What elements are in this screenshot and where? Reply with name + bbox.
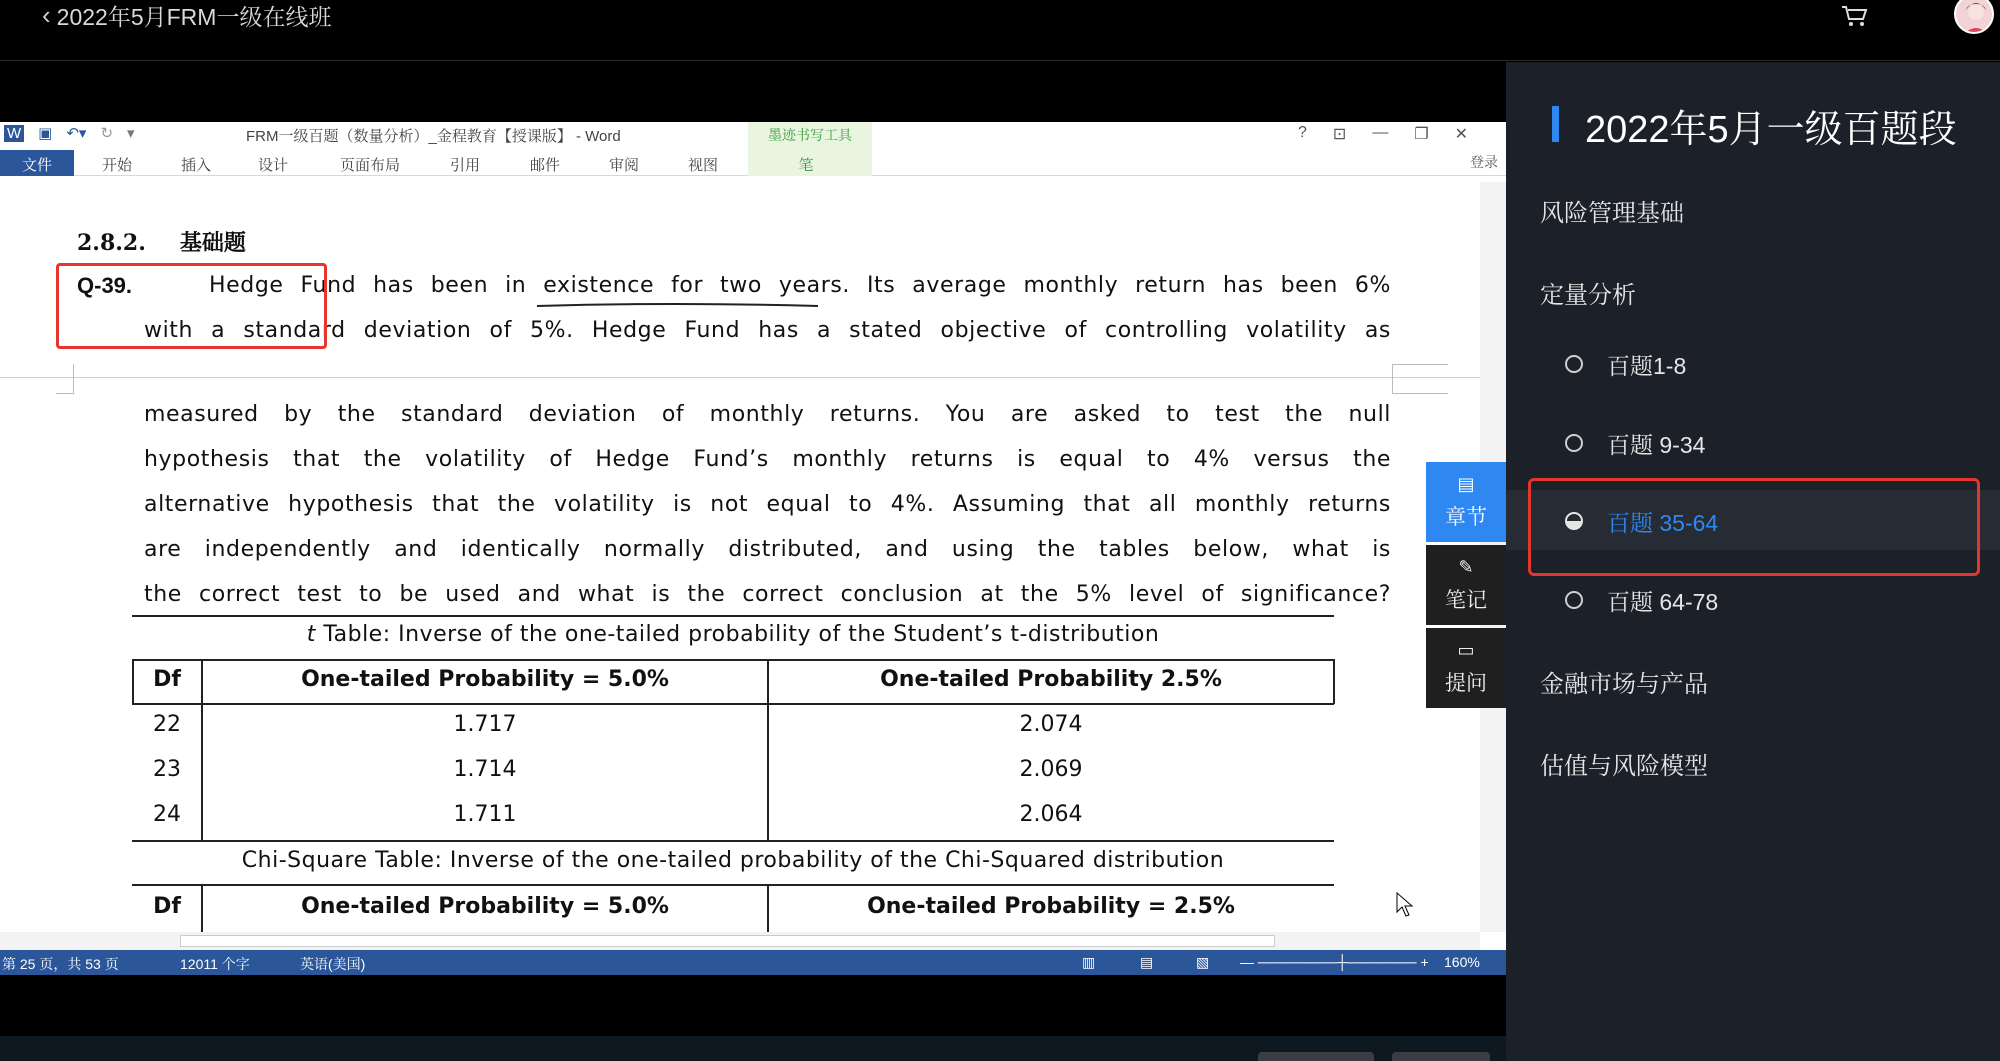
category-risk-foundations[interactable]: 风险管理基础 — [1540, 200, 1684, 227]
table-rule — [132, 659, 1334, 661]
avatar[interactable] — [1954, 0, 1994, 34]
ink-tools-label: 墨迹书写工具 — [768, 127, 852, 143]
web-layout-icon[interactable]: ▧ — [1196, 954, 1210, 970]
title-accent — [1552, 106, 1559, 142]
chi-table-caption: Chi-Square Table: Inverse of the one-tailed probability of the Chi-Squared distribution — [241, 848, 1225, 873]
tab-pen[interactable]: 笔 — [798, 157, 814, 174]
chapter-label: 章节 — [1445, 505, 1487, 529]
question-line-6: are independently and identically normally distributed, and using the tables below, what is — [144, 537, 1391, 562]
tab-file[interactable]: 文件 — [0, 150, 74, 176]
read-mode-icon[interactable]: ▥ — [1082, 954, 1096, 970]
annotation-box — [1528, 478, 1980, 576]
bottom-control[interactable] — [1392, 1052, 1490, 1061]
video-player[interactable] — [0, 62, 1506, 1061]
zoom-slider[interactable]: — ────────┼─────── + — [1240, 954, 1429, 970]
document-title: FRM一级百题（数量分析）_金程教育【授课版】 - Word — [246, 128, 621, 145]
page-corner-left — [56, 364, 74, 394]
tab-view[interactable]: 视图 — [687, 157, 718, 174]
close-button[interactable]: ✕ — [1454, 126, 1469, 143]
top-bar — [0, 0, 2000, 61]
question-line-1: Hedge Fund has been in existence for two years. Its average monthly return has been 6% — [209, 273, 1391, 298]
save-icon[interactable]: ▣ — [38, 125, 53, 142]
print-layout-icon[interactable]: ▤ — [1140, 954, 1154, 970]
document-icon: ▤ — [1457, 473, 1475, 494]
chat-icon: ▭ — [1457, 639, 1475, 660]
lesson-label: 百题1-8 — [1607, 353, 1687, 379]
notes-button[interactable] — [1426, 545, 1506, 625]
t-header-5pct: One-tailed Probability = 5.0% — [301, 667, 669, 692]
sidebar-title: 2022年5月一级百题段 — [1585, 109, 1957, 151]
tab-design[interactable]: 设计 — [257, 157, 288, 174]
lesson-item[interactable] — [1506, 569, 2000, 629]
table-rule — [132, 615, 1334, 617]
status-page[interactable]: 第 25 页，共 53 页 — [2, 956, 119, 972]
chi-header-df: Df — [153, 894, 181, 919]
question-line-5: alternative hypothesis that the volatility is not equal to 4%. Assuming that all monthly returns — [144, 492, 1391, 517]
horizontal-scrollbar[interactable] — [0, 932, 1480, 950]
tab-home[interactable]: 开始 — [101, 157, 132, 174]
bottom-control[interactable] — [1258, 1052, 1374, 1061]
quick-access-toolbar — [0, 122, 135, 144]
tab-references[interactable]: 引用 — [449, 157, 480, 174]
chevron-left-icon: ‹ — [42, 0, 51, 30]
question-line-3: measured by the standard deviation of monthly returns. You are asked to test the null — [144, 402, 1391, 427]
word-ribbon — [0, 122, 1506, 176]
ask-button[interactable] — [1426, 628, 1506, 708]
chi-header-2-5pct: One-tailed Probability = 2.5% — [867, 894, 1235, 919]
t-header-2-5pct: One-tailed Probability 2.5% — [880, 667, 1222, 692]
table-rule — [132, 840, 1334, 842]
course-title: 2022年5月FRM一级在线班 — [56, 3, 332, 30]
section-number: 2.8.2. — [77, 230, 146, 256]
progress-empty-icon — [1565, 591, 1583, 609]
scroll-thumb[interactable] — [180, 935, 1275, 947]
table-cell: 24 — [153, 802, 181, 827]
page-corner-right — [1392, 364, 1448, 394]
restore-button[interactable]: ❐ — [1414, 126, 1429, 143]
cart-icon[interactable] — [1840, 4, 1870, 28]
question-line-7: the correct test to be used and what is the correct conclusion at the 5% level of significance? — [144, 582, 1391, 607]
t-table-caption: t Table: Inverse of the one-tailed probability of the Student’s t-distribution — [306, 622, 1160, 647]
tab-review[interactable]: 审阅 — [608, 157, 639, 174]
lesson-item[interactable] — [1506, 333, 2000, 393]
table-rule — [132, 703, 1334, 705]
table-cell: 1.717 — [453, 712, 517, 737]
category-valuation-risk[interactable]: 估值与风险模型 — [1540, 753, 1708, 780]
word-logo-icon: W — [4, 125, 24, 142]
help-button[interactable]: ? — [1298, 124, 1307, 141]
progress-empty-icon — [1565, 355, 1583, 373]
ink-underline — [535, 300, 820, 310]
lesson-label: 百题 9-34 — [1607, 432, 1706, 458]
question-line-2: with a standard deviation of 5%. Hedge Fund has a stated objective of controlling volatility as — [144, 318, 1391, 343]
notes-label: 笔记 — [1445, 588, 1487, 612]
document-page — [0, 176, 1480, 936]
status-words[interactable]: 12011 个字 — [180, 956, 250, 972]
question-id: Q-39. — [77, 273, 133, 298]
table-cell: 2.064 — [1019, 802, 1083, 827]
lesson-label: 百题 64-78 — [1607, 589, 1719, 615]
status-bar — [0, 950, 1506, 975]
play-button[interactable] — [74, 840, 106, 882]
lesson-item[interactable] — [1506, 412, 2000, 472]
t-header-df: Df — [153, 667, 181, 692]
mouse-cursor — [1396, 892, 1414, 918]
window-controls — [1298, 124, 1468, 144]
minimize-button[interactable]: — — [1372, 124, 1389, 141]
tab-mailings[interactable]: 邮件 — [529, 157, 560, 174]
lesson-label: 百题 35-64 — [1607, 510, 1719, 536]
ask-label: 提问 — [1445, 671, 1487, 695]
table-cell: 1.711 — [453, 802, 517, 827]
login-link[interactable]: 登录 — [1470, 154, 1498, 170]
tab-insert[interactable]: 插入 — [180, 157, 211, 174]
pen-icon: ✎ — [1458, 556, 1474, 577]
back-button[interactable] — [42, 0, 331, 30]
table-cell: 1.714 — [453, 757, 517, 782]
undo-icon[interactable]: ↶▾ — [66, 125, 87, 142]
section-heading — [77, 226, 246, 257]
customize-icon[interactable]: ▾ — [127, 125, 135, 142]
annotation-box — [56, 263, 327, 349]
page-break — [0, 377, 1480, 378]
question-line-4: hypothesis that the volatility of Hedge Fund’s monthly returns is equal to 4% versus the — [144, 447, 1391, 472]
table-cell: 2.074 — [1019, 712, 1083, 737]
table-cell: 22 — [153, 712, 181, 737]
category-quantitative[interactable]: 定量分析 — [1540, 282, 1636, 309]
table-cell: 2.069 — [1019, 757, 1083, 782]
category-markets-products[interactable]: 金融市场与产品 — [1540, 671, 1708, 698]
word-window — [0, 122, 1506, 975]
table-rule — [132, 884, 1334, 886]
chi-header-5pct: One-tailed Probability = 5.0% — [301, 894, 669, 919]
zoom-level[interactable]: 160% — [1444, 954, 1480, 970]
redo-icon[interactable]: ↻ — [100, 125, 114, 142]
status-language[interactable]: 英语(美国) — [300, 956, 366, 972]
ribbon-display-button[interactable]: ⊡ — [1332, 126, 1347, 143]
ribbon-tabs — [0, 150, 868, 176]
table-cell: 23 — [153, 757, 181, 782]
chapter-button[interactable] — [1426, 462, 1506, 542]
section-title: 基础题 — [179, 230, 246, 256]
course-sidebar — [1506, 62, 2000, 1061]
progress-empty-icon — [1565, 434, 1583, 452]
tab-layout[interactable]: 页面布局 — [339, 157, 400, 174]
